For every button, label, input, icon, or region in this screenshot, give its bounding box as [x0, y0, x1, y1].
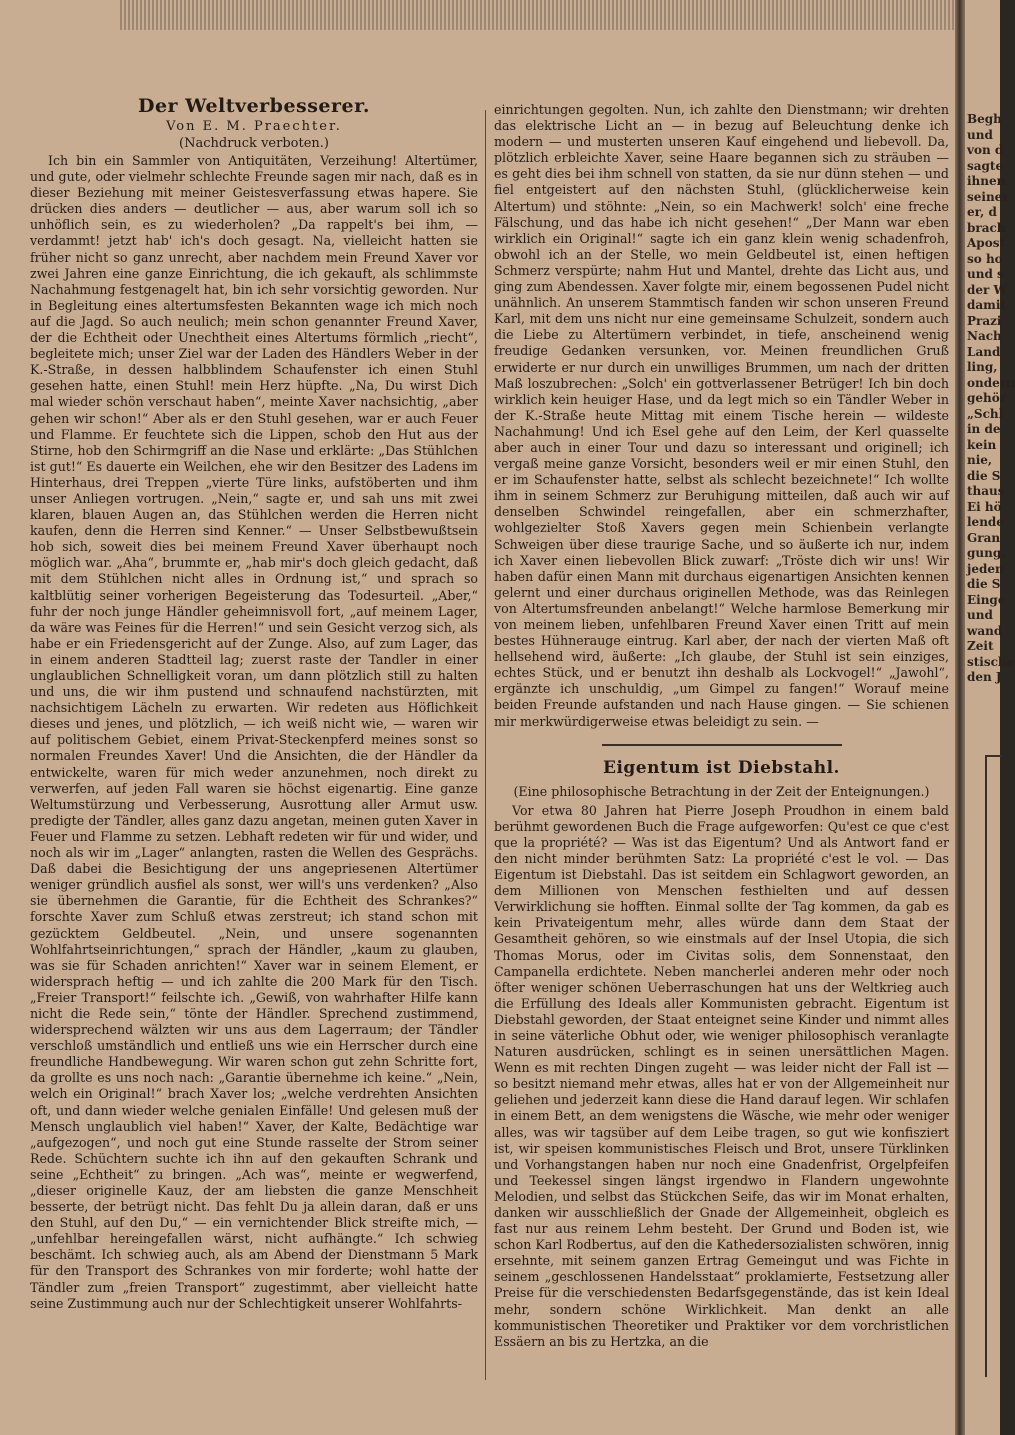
margin-fragment: und s [967, 267, 1004, 281]
column-left [30, 95, 478, 1385]
article-subtitle-eigentum: (Eine philosophische Betrachtung in der Zeit der Enteignungen.) [513, 783, 930, 799]
margin-fragment: er, d [967, 205, 997, 219]
margin-fragment: seiner [967, 189, 1009, 204]
margin-fragment: Land [967, 344, 1001, 359]
margin-fragment: thaus [967, 484, 1005, 498]
margin-fragment: die S [967, 468, 1001, 483]
article-divider [602, 744, 842, 746]
margin-fragment: so ho [967, 251, 1003, 266]
margin-fragment: Apost [967, 236, 1006, 250]
margin-fragment: den J [967, 670, 1002, 684]
margin-fragment: sagte [967, 158, 1004, 173]
margin-fragment: lende [967, 515, 1004, 529]
margin-fragment: gehör [967, 391, 1007, 405]
margin-fragment: nie, [967, 453, 993, 467]
margin-fragment: kein [967, 437, 997, 452]
margin-fragment: und [967, 608, 993, 622]
margin-fragment: wand [967, 623, 1003, 638]
margin-fragment: Begh [967, 112, 1002, 126]
margin-fragment: Prazi [967, 313, 1002, 328]
margin-fragment: brach [967, 220, 1006, 235]
column-rule [485, 110, 486, 1380]
margin-fragment: ihnen [967, 174, 1006, 188]
margin-fragment: damit [967, 298, 1006, 312]
article-title-eigentum: Eigentum ist Diebstahl. [603, 757, 840, 778]
article-body-right-continuation: einrichtungen gegolten. Nun, ich zahlte den Dienstmann; wir drehten das elektrische Licht an — in bezug auf Beleuchtung denke ich modern — und musterten unseren Kauf eingehend und liebevoll. Da, plötzlich erbleichte Xaver, seine Haare begannen sich zu sträuben — es geht dies bei ihm schnell von statten, da sie nur dünn stehen — und fiel entgeistert auf den nächsten Stuhl, (glücklicherweise kein Altertum) und stöhnte: „Nein, so ein Machwerk! solch' eine freche Fälschung, und das habe ich nicht gesehen!“ „Der Mann war eben wirklich ein Original!“ sagte ich ein ganz klein wenig schadenfroh, obwohl ich an der Stelle, wo mein Geldbeutel ist, einen heftigen Schmerz verspürte; nahm Hut und Mantel, drehte das Licht aus, und ging zum Abendessen. Xaver folgte mir, einem begossenen Pudel nicht unähnlich. An unserem Stammtisch fanden wir schon unseren Freund Karl, mit dem uns nicht nur eine gemeinsame Schulzeit, sondern auch die Liebe zu Altertümern verbindet, in tiefe, anscheinend wenig freudige Gedanken versunken, vor. Meinen freundlichen Gruß erwiderte er nur durch ein unwilliges Brummen, um nach der dritten Maß loszubrechen: „Solch' ein gottverlassener Betrüger! Ich bin doch wirklich kein heuiger Hase, und da legt mich so ein Tändler Weber in der K.-Straße heute Mittag mit einem Tische herein — wildeste Nachahmung! Und ich Esel gehe auf den Leim, der Kerl quasselte aber auch in einer Tour und dazu so interessant und originell; ich vergaß meine ganze Vorsicht, besonders weil er mir einen Stuhl, den er im Schaufenster hatte, selbst als schlecht bezeichnete!“ Ich wollte ihm in seinem Schmerz zur Beruhigung mitteilen, daß auch wir auf denselben Schwindel reingefallen, aber ein schmerzhafter, wohlgezielter Stoß Xavers gegen mein Schienbein verlangte Schweigen über diese traurige Sache, und so äußerte ich nur, indem ich Xaver einen liebevollen Blick zuwarf: „Tröste dich wir uns! Wir haben dafür einen Mann mit durchaus eigenartigen Ansichten kennen gelernt und einer durchaus originellen Methode, was das Reinlegen von Altertumsfreunden anbelangt!“ Welche harmlose Bemerkung mir von meinem lieben, unfehlbaren Freund Xaver einen Tritt auf mein bestes Hühnerauge eintrug. Karl aber, der nach der vierten Maß oft hellsehend wird, äußerte: „Ich glaube, der Stuhl ist sein einziges, echtes Stück, und er benutzt ihn deshalb als Lockvogel!“ „Jawohl“, ergänzte ich unschuldig, „um Gimpel zu fangen!“ Worauf meine beiden Freunde aufstanden und nach Hause gingen. — Sie schienen mir merkwürdigerweise etwas beleidigt zu sein. — [494, 102, 949, 729]
article-body-left: Ich bin ein Sammler von Antiquitäten, Verzeihung! Altertümer, und gute, oder vielmehr schlechte Freunde sagen mir nach, daß es in dieser Beziehung mit meiner Geistesverfassung etwas hapere. Sie drücken dies anders — deutlicher — aus, aber warum soll ich so unhöflich sein, es zu wiederholen? „Da rappelt's bei ihm, — verdammt! jetzt hab' ich's doch gesagt. Na, vielleicht hatten sie früher nicht so ganz unrecht, aber nachdem mein Freund Xaver vor zwei Jahren eine ganze Einrichtung, die ich gekauft, als schlimmste Nachahmung festgenagelt hat, bin ich sehr vorsichtig geworden. Nur in Begleitung eines altertumsfesten Bekannten wage ich mich noch auf die Jagd. So auch neulich; mein schon genannter Freund Xaver, der die Echtheit oder Unechtheit eines Altertums förmlich „riecht“, begleitete mich; unser Ziel war der Laden des Händlers Weber in der K.-Straße, in dessen halbblindem Schaufenster ich einen Stuhl gesehen hatte, einen Stuhl! mein Herz hüpfte. „Na, Du wirst Dich mal wieder schön verschaut haben“, meinte Xaver nachsichtig, „aber gehen wir schon!“ Aber als er den Stuhl gesehen, war er auch Feuer und Flamme. Er feuchtete sich die Lippen, schob den Hut aus der Stirne, hob den Schirmgriff an die Nase und erklärte: „Das Stühlchen ist gut!“ Es dauerte ein Weilchen, ehe wir den Besitzer des Ladens im Hinterhaus, drei Treppen „vierte Türe links, aufstöberten und ihm unser Anliegen vortrugen. „Nein,“ sagte er, und sah uns mit zwei klaren, blauen Augen an, das Stühlchen werden die Herren nicht kaufen, denn die Herren sind Kenner.“ — Unser Selbstbewußtsein hob sich, soweit dies bei meinem Freund Xaver überhaupt noch möglich war. „Aha“, brummte er, „hab mir's doch gleich gedacht, daß mit dem Stühlchen nicht alles in Ordnung ist,“ und sprach so kaltblütig seiner vorherigen Begeisterung das Todesurteil. „Aber,“ fuhr der noch junge Händler geheimnisvoll fort, „auf meinem Lager, da wäre was Feines für die Herren!“ und sein Gesicht verzog sich, als habe er ein Friedensgericht auf der Zunge. Also, auf zum Lager, das in einem anderen Stadtteil lag; zuerst raste der Tandler in einer unglaublichen Schnelligkeit voran, um dann plötzlich still zu halten und uns, die wir ihm pustend und schnaufend nachstürzten, mit nachsichtigem Lächeln zu erwarten. Wir redeten aus Höflichkeit dieses und jenes, und plötzlich, — ich weiß nicht wie, — waren wir auf politischem Gebiet, einem Privat-Steckenpferd meines sonst so normalen Freundes Xaver! Und die Ansichten, die der Händler da entwickelte, waren für mich weder anzunehmen, noch direkt zu verwerfen, auf jeden Fall waren sie höchst eigenartig. Eine ganze Weltumstürzung und Verbesserung, Ausrottung aller Armut usw. predigte der Tändler, alles ganz dazu angetan, meinen guten Xaver in Feuer und Flamme zu setzen. Lebhaft redeten wir für und wider, und noch als wir im „Lager“ anlangten, rasten die Wellen des Gesprächs. Daß dabei die Besichtigung der uns angepriesenen Altertümer weniger gründlich ausfiel als sonst, wer will's uns verdenken? „Also sie übernehmen die Garantie, für die Echtheit des Schrankes?“ forschte Xaver zum Schluß etwas zerstreut; ich stand schon mit gezücktem Geldbeutel. „Nein, und unsere sogenannten Wohlfahrtseinrichtungen,“ sprach der Händler, „kaum zu glauben, was sie für Schaden anrichten!“ Xaver war in seinem Element, er widersprach heftig — und ich zahlte die 200 Mark für den Tisch. „Freier Transport!“ feilschte ich. „Gewiß, von wahrhafter Hilfe kann nicht die Rede sein,“ tönte der Händler. Sprechend zustimmend, widersprechend wälzten wir uns aus dem Lagerraum; der Tändler verschloß umständlich und entließ uns wie ein Herrscher durch eine freundliche Handbewegung. Wir waren schon gut zehn Schritte fort, da grollte es uns noch nach: „Garantie übernehme ich keine.“ „Nein, welch ein Original!“ brach Xaver los; „welche verdrehten Ansichten oft, und dann wieder welche genialen Einfälle! Und gelesen muß der Mensch unglaublich viel haben!“ Xaver, der Kalte, Bedächtige war „aufgezogen“, und noch gut eine Stunde rasselte der Strom seiner Rede. Schüchtern suchte ich ihn auf den gekauften Schrank und seine „Echtheit“ zu bringen. „Ach was“, meinte er wegwerfend, „dieser originelle Kauz, der am liebsten die ganze Menschheit besserte, der betrügt nicht. Das fehlt Du ja allein daran, daß er uns den Stuhl, auf den Du,“ — ein vernichtender Blick streifte mich, — „unfehlbar hereingefallen wärst, nicht aufhängte.“ Ich schwieg beschämt. Ich schwieg auch, als am Abend der Dienstmann 5 Mark für den Transport des Schrankes von mir forderte; wohl hatte der Tändler zum „freien Transport“ zugestimmt, aber vielleicht hatte seine Zustimmung auch nur der Schlechtigkeit unserer Wohlfahrts- [30, 153, 478, 1311]
article-title-weltverbesserer: Der Weltverbesserer. [137, 95, 371, 117]
margin-fragment: Ei hö [967, 499, 1002, 514]
margin-fragment: „Schl [967, 406, 1004, 421]
adjacent-page-frame [985, 755, 1002, 1377]
reprint-note: (Nachdruck verboten.) [179, 136, 329, 151]
margin-fragment: jeden [967, 561, 1004, 576]
margin-fragment: gung, [967, 546, 1006, 560]
top-border-ornament [120, 0, 960, 30]
margin-fragment: stische [967, 654, 1015, 669]
margin-fragment: Nach [967, 329, 1002, 343]
margin-fragment: die S [967, 577, 1001, 591]
page-gutter [955, 0, 965, 1435]
adjacent-page-fragments [965, 0, 1015, 686]
margin-fragment: und [967, 127, 993, 142]
article-body-eigentum: Vor etwa 80 Jahren hat Pierre Joseph Proudhon in einem bald berühmt gewordenen Buch die Frage aufgeworfen: Qu'est ce que c'est que la propriété? — Was ist das Eigentum? Und als Antwort fand er den nicht minder berühmten Satz: La propriété c'est le vol. — Das Eigentum ist Diebstahl. Das ist seitdem ein Schlagwort geworden, an dem Millionen von Menschen festhielten und auf dessen Verwirklichung sie hofften. Einmal sollte der Tag kommen, da gab es kein Privateigentum mehr, alles würde dann dem Staat der Gesamtheit gehören, so wie einstmals auf der Insel Utopia, die sich Thomas Morus, oder im Civitas solis, dem Sonnenstaat, den Campanella erdichtete. Neben mancherlei anderen mehr oder noch öfter weniger schönen Ueberraschungen hat uns der Weltkrieg auch die Erfüllung des Ideals aller Kommunisten gebracht. Eigentum ist Diebstahl geworden, der Staat enteignet seine Kinder und nimmt alles in seine väterliche Obhut oder, wie weniger philosophisch veranlagte Naturen ausdrücken, schlingt es in seinen unersättlichen Magen. Wenn es mit rechten Dingen zugeht — was leider nicht der Fall ist — so besitzt niemand mehr etwas, alles hat er von der Allgemeinheit nur geliehen und jederzeit kann diese die Hand darauf legen. Wir schlafen in einem Bett, an dem wenigstens die Wäsche, wie mehr oder weniger alles, was wir tagsüber auf dem Leibe tragen, so gut wie konfisziert ist, wir speisen kommunistisches Fleisch und Brot, unsere Türklinken und Vorhangstangen haben nur noch eine Gnadenfrist, Orgelpfeifen und Teekessel singen längst irgendwo in Flandern ungewohnte Melodien, und selbst das Stückchen Seife, das wir im Monat erhalten, danken wir ausschließlich der Gnade der Allgemeinheit, obgleich es fast nur aus reinem Lehm besteht. Der Grund und Boden ist, wie schon Karl Rodbertus, auf den die Kathedersozialisten schwören, innig ersehnte, mit seinem ganzen Ertrag Gemeingut und was Fichte in seinem „geschlossenen Handelsstaat“ proklamierte, Festsetzung aller Preise für die verschiedensten Bedarfsgegenstände, das ist kein Ideal mehr, sondern schöne Wirklichkeit. Man denkt an alle kommunistischen Theoretiker und Praktiker vor dem vorchristlichen Essäern an bis zu Hertzka, an die [494, 802, 949, 1349]
margin-fragment: ling, [967, 360, 998, 374]
column-right [494, 100, 949, 1390]
article-byline: Von E. M. Praechter. [166, 119, 342, 134]
margin-fragment: ondern [967, 375, 1015, 390]
margin-fragment: Einge [967, 592, 1006, 607]
margin-fragment: in de [967, 422, 1001, 436]
margin-fragment: Gran [967, 530, 1001, 545]
margin-fragment: von d [967, 143, 1004, 157]
margin-fragment: der W [967, 282, 1008, 297]
margin-fragment: Zeit [967, 639, 994, 653]
